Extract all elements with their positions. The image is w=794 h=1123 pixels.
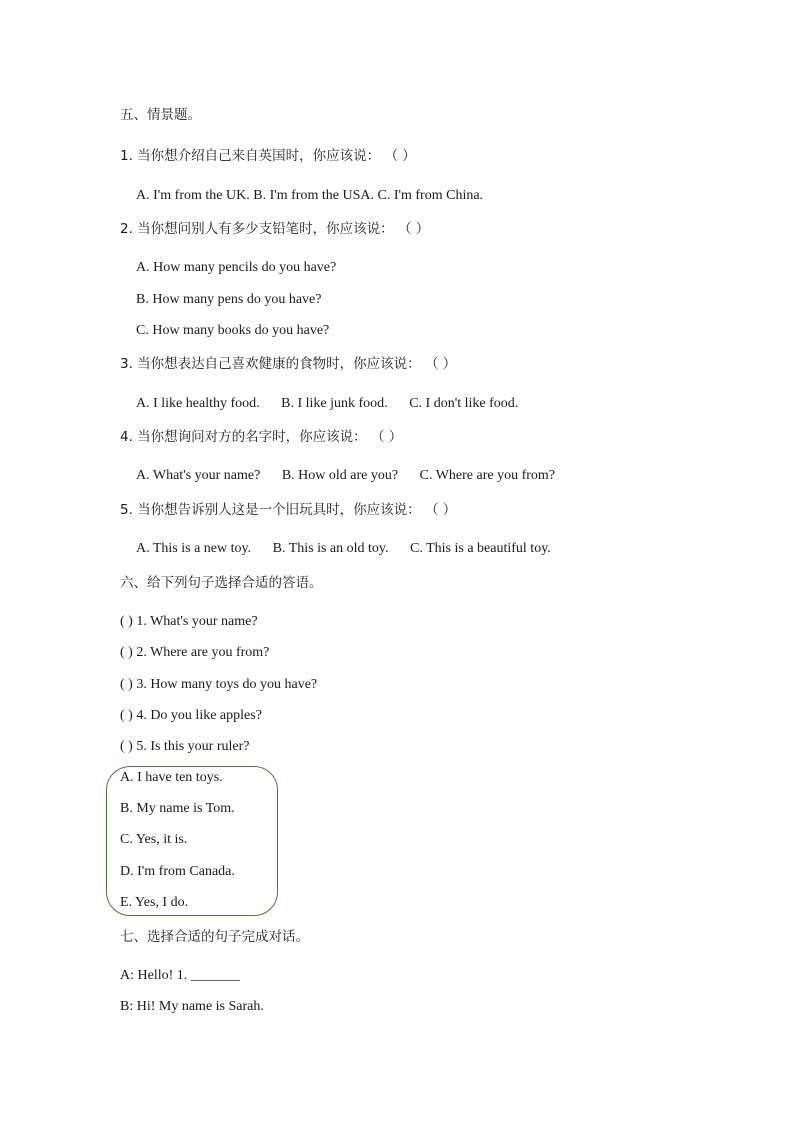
option-b: B. I'm from the USA. [253,188,374,203]
section7-heading: 七、选择合适的句子完成对话。 [120,929,309,945]
option-b: B. This is an old toy. [272,541,389,556]
section5-heading: 五、情景题。 [120,107,201,123]
option-c: C. I'm from China. [377,188,484,203]
match-item-4: ( ) 4. Do you like apples? [120,708,262,723]
question-4: 4. 当你想询问对方的名字时，你应该说： （ ） [120,429,403,445]
option-c: C. This is a beautiful toy. [410,541,551,556]
match-item-1: ( ) 1. What's your name? [120,614,258,629]
option-a: A. This is a new toy. [136,541,252,556]
question-5: 5. 当你想告诉别人这是一个旧玩具时，你应该说： （ ） [120,502,457,518]
question-2-option-b: B. How many pens do you have? [136,292,322,307]
answer-e: E. Yes, I do. [120,895,189,910]
answer-c: C. Yes, it is. [120,832,188,847]
option-a: A. I'm from the UK. [136,188,250,203]
option-a: A. I like healthy food. [136,396,260,411]
match-item-5: ( ) 5. Is this your ruler? [120,739,250,754]
dialogue-line-2: B: Hi! My name is Sarah. [120,999,264,1014]
question-1: 1. 当你想介绍自己来自英国时，你应该说： （ ） [120,148,416,164]
question-3: 3. 当你想表达自己喜欢健康的食物时，你应该说： （ ） [120,356,457,372]
question-2-option-c: C. How many books do you have? [136,323,330,338]
option-b: B. I like junk food. [281,396,388,411]
match-item-2: ( ) 2. Where are you from? [120,645,270,660]
dialogue-line-1: A: Hello! 1. _______ [120,968,240,983]
answer-d: D. I'm from Canada. [120,864,235,879]
question-1-options [136,186,483,206]
section6-heading: 六、给下列句子选择合适的答语。 [120,575,323,591]
answer-a: A. I have ten toys. [120,770,223,785]
question-5-options [136,539,551,559]
match-item-3: ( ) 3. How many toys do you have? [120,677,318,692]
question-2-option-a: A. How many pencils do you have? [136,260,337,275]
option-b: B. How old are you? [281,468,399,483]
option-c: C. I don't like food. [409,396,519,411]
question-3-options [136,394,518,414]
question-2: 2. 当你想问别人有多少支铅笔时，你应该说： （ ） [120,221,430,237]
answer-b: B. My name is Tom. [120,801,235,816]
question-4-options [136,466,555,486]
option-a: A. What's your name? [136,468,261,483]
option-c: C. Where are you from? [419,468,556,483]
